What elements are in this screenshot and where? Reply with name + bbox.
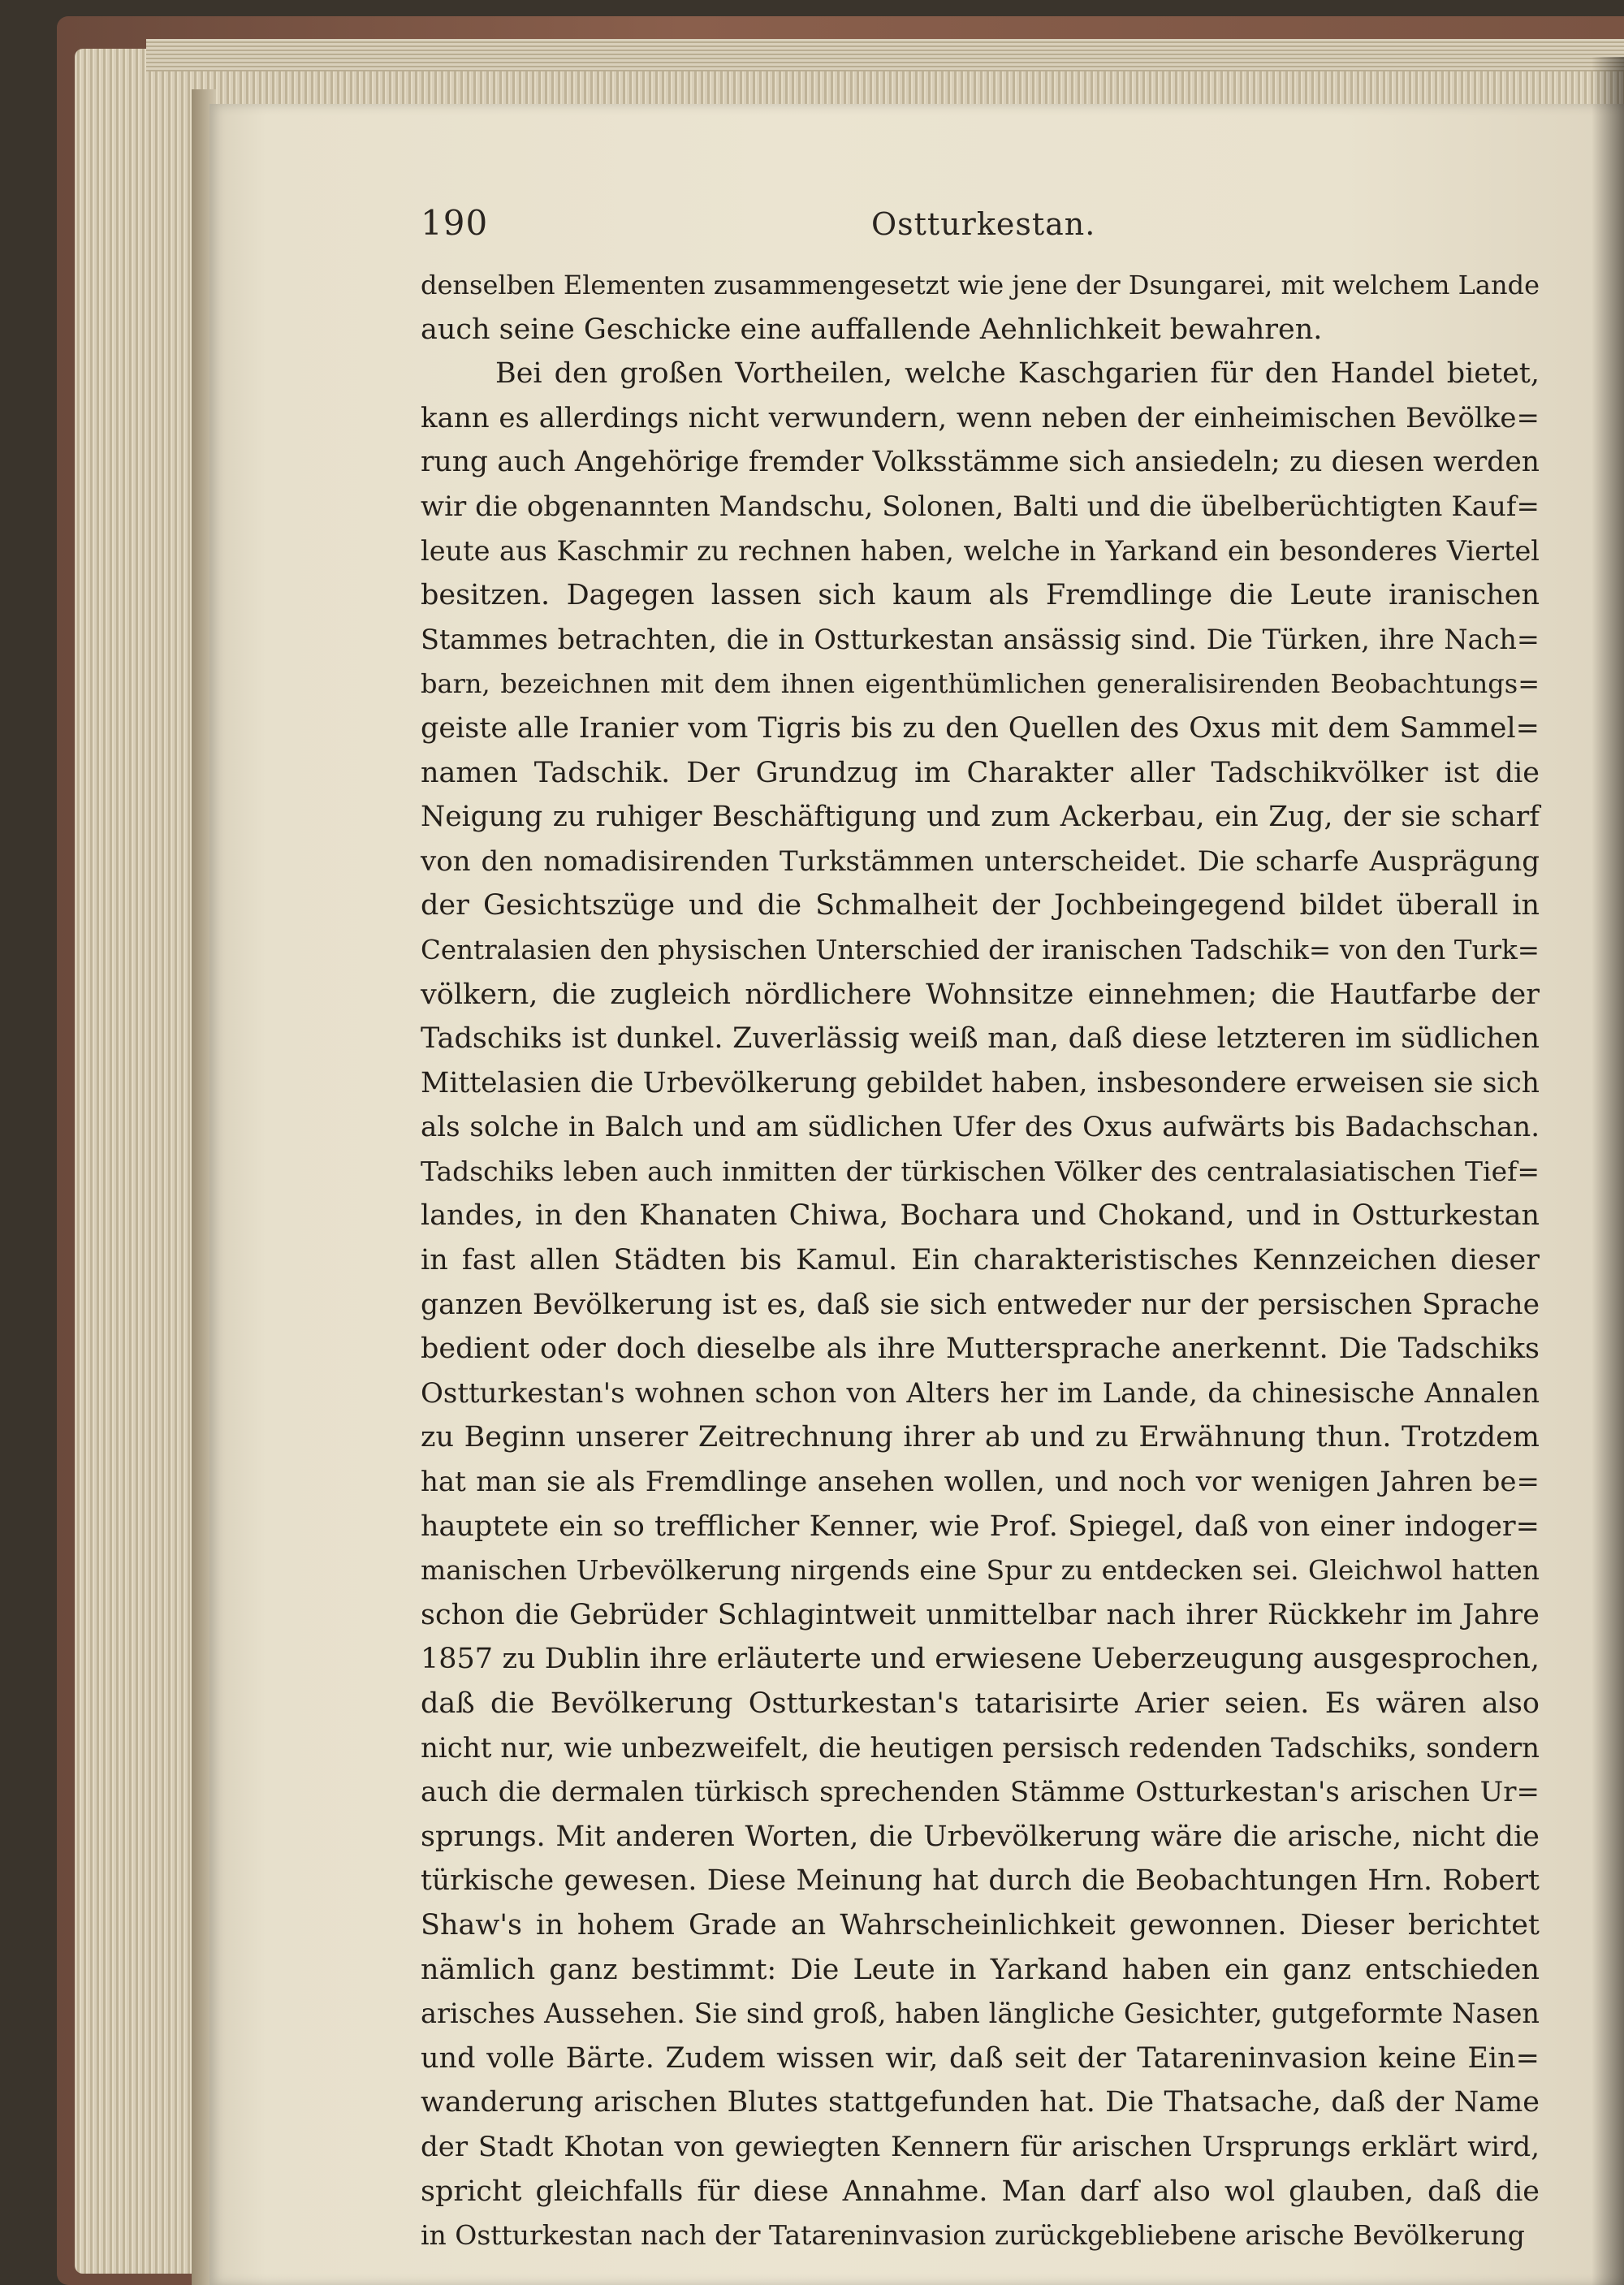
text-line: auch seine Geschicke eine auffallende Aehnlichkeit bewahren. <box>421 313 1323 346</box>
text-line: geiste alle Iranier vom Tigris bis zu den Quellen des Oxus mit dem Sammel= <box>421 711 1540 745</box>
text-line: bedient oder doch dieselbe als ihre Muttersprache anerkennt. Die Tadschiks <box>421 1333 1540 1366</box>
text-line: denselben Elementen zusammengesetzt wie jene der Dsungarei, mit welchem Lande <box>421 270 1540 300</box>
text-line: leute aus Kaschmir zu rechnen haben, welche in Yarkand ein besonderes Viertel <box>421 534 1540 567</box>
text-line: in fast allen Städten bis Kamul. Ein charakteristisches Kennzeichen dieser <box>421 1244 1540 1277</box>
text-line: Neigung zu ruhiger Beschäftigung und zum Ackerbau, ein Zug, der sie scharf <box>421 801 1540 834</box>
text-line: der Gesichtszüge und die Schmalheit der Jochbeingegend bildet überall in <box>421 889 1540 922</box>
text-line: landes, in den Khanaten Chiwa, Bochara und Chokand, und in Ostturkestan <box>421 1199 1540 1233</box>
text-line: nämlich ganz bestimmt: Die Leute in Yarkand haben ein ganz entschieden <box>421 1953 1540 1986</box>
text-line: Stammes betrachten, die in Ostturkestan ansässig sind. Die Türken, ihre Nach= <box>421 623 1540 655</box>
text-line: spricht gleichfalls für diese Annahme. Man darf also wol glauben, daß die <box>421 2175 1540 2208</box>
page-header <box>421 203 1541 252</box>
text-line: hat man sie als Fremdlinge ansehen wollen, und noch vor wenigen Jahren be= <box>421 1466 1540 1499</box>
text-line: Bei den großen Vortheilen, welche Kaschgarien für den Handel bietet, <box>495 357 1540 391</box>
text-line: arisches Aussehen. Sie sind groß, haben längliche Gesichter, gutgeformte Nasen <box>421 1998 1540 2030</box>
text-line: besitzen. Dagegen lassen sich kaum als Fremdlinge die Leute iranischen <box>421 579 1540 612</box>
text-line: rung auch Angehörige fremder Volksstämme sich ansiedeln; zu diesen werden <box>421 446 1540 479</box>
text-line: in Ostturkestan nach der Tatareninvasion zurückgebliebene arische Bevölkerung <box>421 2219 1525 2252</box>
top-page-edges <box>146 39 1624 71</box>
text-line: Tadschiks leben auch inmitten der türkischen Völker des centralasiatischen Tief= <box>421 1155 1540 1187</box>
text-line: türkische gewesen. Diese Meinung hat durch die Beobachtungen Hrn. Robert <box>421 1864 1540 1898</box>
text-line: Ostturkestan's wohnen schon von Alters her im Lande, da chinesische Annalen <box>421 1376 1540 1410</box>
text-line: schon die Gebrüder Schlagintweit unmittelbar nach ihrer Rückkehr im Jahre <box>421 1598 1540 1631</box>
text-line: von den nomadisirenden Turkstämmen unterscheidet. Die scharfe Ausprägung <box>421 844 1540 878</box>
text-line: als solche in Balch und am südlichen Ufer des Oxus aufwärts bis Badachschan. <box>421 1111 1540 1144</box>
text-line: Centralasien den physischen Unterschied der iranischen Tadschik= von den Turk= <box>421 934 1540 965</box>
text-line: ganzen Bevölkerung ist es, daß sie sich entweder nur der persischen Sprache <box>421 1288 1540 1321</box>
text-line: nicht nur, wie unbezweifelt, die heutigen persisch redenden Tadschiks, sondern <box>421 1731 1540 1765</box>
right-shadow <box>1592 57 1624 2285</box>
running-head: Ostturkestan. <box>871 206 1096 242</box>
text-line: Mittelasien die Urbevölkerung gebildet haben, insbesondere erweisen sie sich <box>421 1066 1540 1099</box>
body-text <box>421 263 1540 2258</box>
text-line: auch die dermalen türkisch sprechenden Stämme Ostturkestan's arischen Ur= <box>421 1776 1540 1809</box>
text-line: sprungs. Mit anderen Worten, die Urbevölkerung wäre die arische, nicht die <box>421 1820 1540 1853</box>
text-line: kann es allerdings nicht verwundern, wenn neben der einheimischen Bevölke= <box>421 401 1540 434</box>
text-line: und volle Bärte. Zudem wissen wir, daß seit der Tatareninvasion keine Ein= <box>421 2041 1540 2075</box>
text-line: wir die obgenannten Mandschu, Solonen, Balti und die übelberüchtigten Kauf= <box>421 490 1540 523</box>
text-line: manischen Urbevölkerung nirgends eine Spur zu entdecken sei. Gleichwol hatten <box>421 1554 1540 1587</box>
text-line: Shaw's in hohem Grade an Wahrscheinlichkeit gewonnen. Dieser berichtet <box>421 1908 1540 1942</box>
text-line: barn, bezeichnen mit dem ihnen eigenthümlichen generalisirenden Beobachtungs= <box>421 668 1540 700</box>
text-line: zu Beginn unserer Zeitrechnung ihrer ab und zu Erwähnung thun. Trotzdem <box>421 1421 1540 1454</box>
text-line: völkern, die zugleich nördlichere Wohnsitze einnehmen; die Hautfarbe der <box>421 978 1540 1011</box>
text-line: namen Tadschik. Der Grundzug im Charakter aller Tadschikvölker ist die <box>421 756 1540 789</box>
text-line: Tadschiks ist dunkel. Zuverlässig weiß man, daß diese letzteren im südlichen <box>421 1022 1540 1056</box>
text-line: 1857 zu Dublin ihre erläuterte und erwiesene Ueberzeugung ausgesprochen, <box>421 1643 1540 1676</box>
text-line: hauptete ein so trefflicher Kenner, wie Prof. Spiegel, daß von einer indoger= <box>421 1510 1540 1543</box>
text-line: daß die Bevölkerung Ostturkestan's tatarisirte Arier seien. Es wären also <box>421 1687 1540 1720</box>
page-number: 190 <box>421 203 489 243</box>
text-line: wanderung arischen Blutes stattgefunden hat. Die Thatsache, daß der Name <box>421 2086 1540 2119</box>
text-line: der Stadt Khotan von gewiegten Kennern für arischen Ursprungs erklärt wird, <box>421 2130 1540 2163</box>
